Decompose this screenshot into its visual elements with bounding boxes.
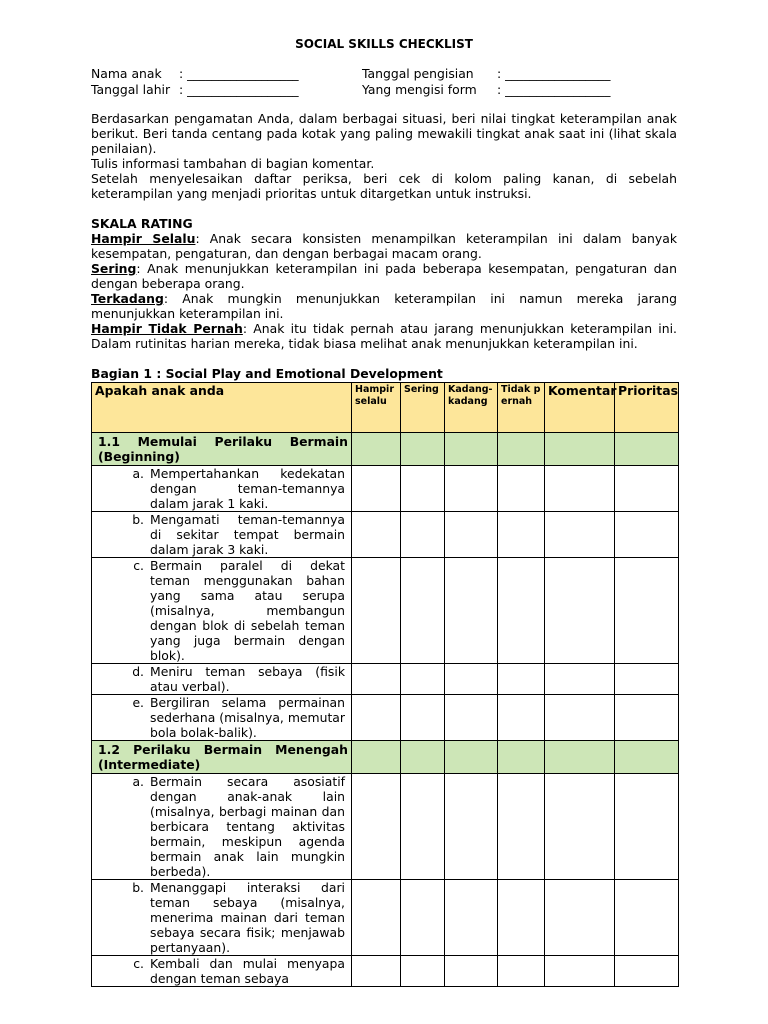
check-cell[interactable]: [498, 774, 545, 880]
item-text: Bergiliran selama permainan sederhana (misalnya, memutar bola bolak-balik).: [150, 695, 345, 740]
item-letter: c.: [133, 558, 144, 573]
check-cell[interactable]: [352, 695, 401, 741]
filled-by-label: Yang mengisi form: [362, 82, 477, 97]
rating-term: Sering: [91, 261, 137, 276]
priority-cell[interactable]: [615, 741, 679, 774]
check-cell[interactable]: [401, 433, 445, 466]
item-letter: a.: [132, 774, 144, 789]
group-name: 1.2 Perilaku Bermain Menengah (Intermediate): [92, 741, 352, 774]
rating-desc: : Anak itu tidak pernah atau jarang menunjukkan keterampilan ini. Dalam rutinitas harian mereka, tidak biasa melihat anak menunjukkan keterampilan ini.: [91, 321, 677, 351]
comment-cell[interactable]: [545, 664, 615, 695]
table-row: [92, 774, 679, 880]
priority-cell[interactable]: [615, 466, 679, 512]
check-cell[interactable]: [352, 741, 401, 774]
check-cell[interactable]: [445, 558, 498, 664]
header-never: Tidak pernah: [498, 383, 545, 433]
check-cell[interactable]: [498, 433, 545, 466]
item-letter: e.: [132, 695, 144, 710]
rating-desc: : Anak mungkin menunjukkan keterampilan ini namun mereka jarang menunjukkan keterampilan ini.: [91, 291, 677, 321]
check-cell[interactable]: [401, 695, 445, 741]
comment-cell[interactable]: [545, 558, 615, 664]
rating-desc: : Anak menunjukkan keterampilan ini pada beberapa kesempatan, pengaturan dan dengan beberapa orang.: [91, 261, 677, 291]
header-priority: Prioritas: [615, 383, 679, 433]
check-cell[interactable]: [352, 512, 401, 558]
comment-cell[interactable]: [545, 741, 615, 774]
check-cell[interactable]: [498, 558, 545, 664]
check-cell[interactable]: [445, 880, 498, 956]
priority-cell[interactable]: [615, 956, 679, 987]
check-cell[interactable]: [498, 956, 545, 987]
priority-cell[interactable]: [615, 558, 679, 664]
name-blank[interactable]: : __________________: [179, 66, 299, 81]
instruction-1: Berdasarkan pengamatan Anda, dalam berbagai situasi, beri nilai tingkat keterampilan anak berikut. Beri tanda centang pada kotak yang paling mewakili tingkat anak saat ini (lihat skala penilaian).: [91, 111, 677, 156]
check-cell[interactable]: [401, 466, 445, 512]
rating-heading: SKALA RATING: [91, 216, 193, 231]
rating-term: Hampir Tidak Pernah: [91, 321, 243, 336]
table-header-row: [92, 383, 679, 433]
check-cell[interactable]: [445, 664, 498, 695]
check-cell[interactable]: [445, 774, 498, 880]
filled-by-blank[interactable]: : _________________: [497, 82, 611, 97]
check-cell[interactable]: [352, 880, 401, 956]
group-row: [92, 433, 679, 466]
instruction-2: Tulis informasi tambahan di bagian komentar.: [91, 156, 375, 171]
item-text: Bermain secara asosiatif dengan anak-anak lain (misalnya, berbagi mainan dan berbicara tentang aktivitas bermain, meskipun agenda bermain anak lain mungkin berbeda).: [150, 774, 345, 879]
header-comment: Komentar: [545, 383, 615, 433]
instructions: [91, 111, 677, 201]
check-cell[interactable]: [352, 664, 401, 695]
item-letter: a.: [132, 466, 144, 481]
header-sometimes: Kadang-kadang: [445, 383, 498, 433]
item-text: Menanggapi interaksi dari teman sebaya (misalnya, menerima mainan dari teman sebaya secara fisik; menjawab pertanyaan).: [150, 880, 345, 955]
check-cell[interactable]: [498, 695, 545, 741]
priority-cell[interactable]: [615, 774, 679, 880]
table-row: [92, 664, 679, 695]
check-cell[interactable]: [445, 956, 498, 987]
rating-item: [91, 291, 677, 321]
header-question: Apakah anak anda: [92, 383, 352, 433]
check-cell[interactable]: [445, 741, 498, 774]
check-cell[interactable]: [401, 512, 445, 558]
priority-cell[interactable]: [615, 512, 679, 558]
check-cell[interactable]: [498, 880, 545, 956]
check-cell[interactable]: [401, 880, 445, 956]
check-cell[interactable]: [445, 695, 498, 741]
check-cell[interactable]: [498, 512, 545, 558]
comment-cell[interactable]: [545, 512, 615, 558]
table-row: [92, 512, 679, 558]
table-row: [92, 956, 679, 987]
checklist-table: [91, 382, 679, 987]
priority-cell[interactable]: [615, 664, 679, 695]
rating-item: [91, 321, 677, 351]
check-cell[interactable]: [401, 956, 445, 987]
fill-date-blank[interactable]: : _________________: [497, 66, 611, 81]
item-letter: c.: [133, 956, 144, 971]
check-cell[interactable]: [352, 433, 401, 466]
check-cell[interactable]: [498, 741, 545, 774]
check-cell[interactable]: [401, 774, 445, 880]
priority-cell[interactable]: [615, 695, 679, 741]
item-text: Kembali dan mulai menyapa dengan teman sebaya: [150, 956, 345, 986]
section-title: Bagian 1 : Social Play and Emotional Development: [91, 366, 443, 381]
check-cell[interactable]: [401, 558, 445, 664]
comment-cell[interactable]: [545, 433, 615, 466]
check-cell[interactable]: [352, 466, 401, 512]
group-row: [92, 741, 679, 774]
item-text: Bermain paralel di dekat teman menggunakan bahan yang sama atau serupa (misalnya, membangun dengan blok di sebelah teman yang juga bermain dengan blok).: [150, 558, 345, 663]
birth-label: Tanggal lahir: [91, 82, 171, 97]
group-name: 1.1 Memulai Perilaku Bermain (Beginning): [92, 433, 352, 466]
comment-cell[interactable]: [545, 695, 615, 741]
page-title: SOCIAL SKILLS CHECKLIST: [295, 37, 473, 51]
header-almost-always: Hampir selalu: [352, 383, 401, 433]
birth-blank[interactable]: : __________________: [179, 82, 299, 97]
table-row: [92, 880, 679, 956]
table-row: [92, 466, 679, 512]
rating-item: [91, 231, 677, 261]
check-cell[interactable]: [352, 774, 401, 880]
check-cell[interactable]: [401, 664, 445, 695]
rating-term: Terkadang: [91, 291, 164, 306]
comment-cell[interactable]: [545, 880, 615, 956]
check-cell[interactable]: [445, 433, 498, 466]
priority-cell[interactable]: [615, 880, 679, 956]
fill-date-label: Tanggal pengisian: [362, 66, 474, 81]
comment-cell[interactable]: [545, 774, 615, 880]
table-row: [92, 695, 679, 741]
priority-cell[interactable]: [615, 433, 679, 466]
check-cell[interactable]: [352, 558, 401, 664]
item-letter: b.: [132, 512, 144, 527]
rating-desc: : Anak secara konsisten menampilkan keterampilan ini dalam banyak kesempatan, pengaturan, dan dengan berbagai macam orang.: [91, 231, 678, 261]
instruction-3: Setelah menyelesaikan daftar periksa, beri cek di kolom paling kanan, di sebelah keterampilan yang menjadi prioritas untuk ditargetkan untuk instruksi.: [91, 171, 677, 201]
item-text: Meniru teman sebaya (fisik atau verbal).: [150, 664, 345, 694]
comment-cell[interactable]: [545, 466, 615, 512]
item-text: Mengamati teman-temannya di sekitar tempat bermain dalam jarak 3 kaki.: [150, 512, 345, 557]
check-cell[interactable]: [498, 466, 545, 512]
rating-term: Hampir Selalu: [91, 231, 196, 246]
item-text: Mempertahankan kedekatan dengan teman-temannya dalam jarak 1 kaki.: [150, 466, 345, 511]
check-cell[interactable]: [445, 466, 498, 512]
table-row: [92, 558, 679, 664]
comment-cell[interactable]: [545, 956, 615, 987]
check-cell[interactable]: [445, 512, 498, 558]
check-cell[interactable]: [352, 956, 401, 987]
header-often: Sering: [401, 383, 445, 433]
item-letter: b.: [132, 880, 144, 895]
check-cell[interactable]: [498, 664, 545, 695]
rating-scale: [91, 216, 677, 351]
rating-item: [91, 261, 677, 291]
item-letter: d.: [132, 664, 144, 679]
name-label: Nama anak: [91, 66, 162, 81]
check-cell[interactable]: [401, 741, 445, 774]
